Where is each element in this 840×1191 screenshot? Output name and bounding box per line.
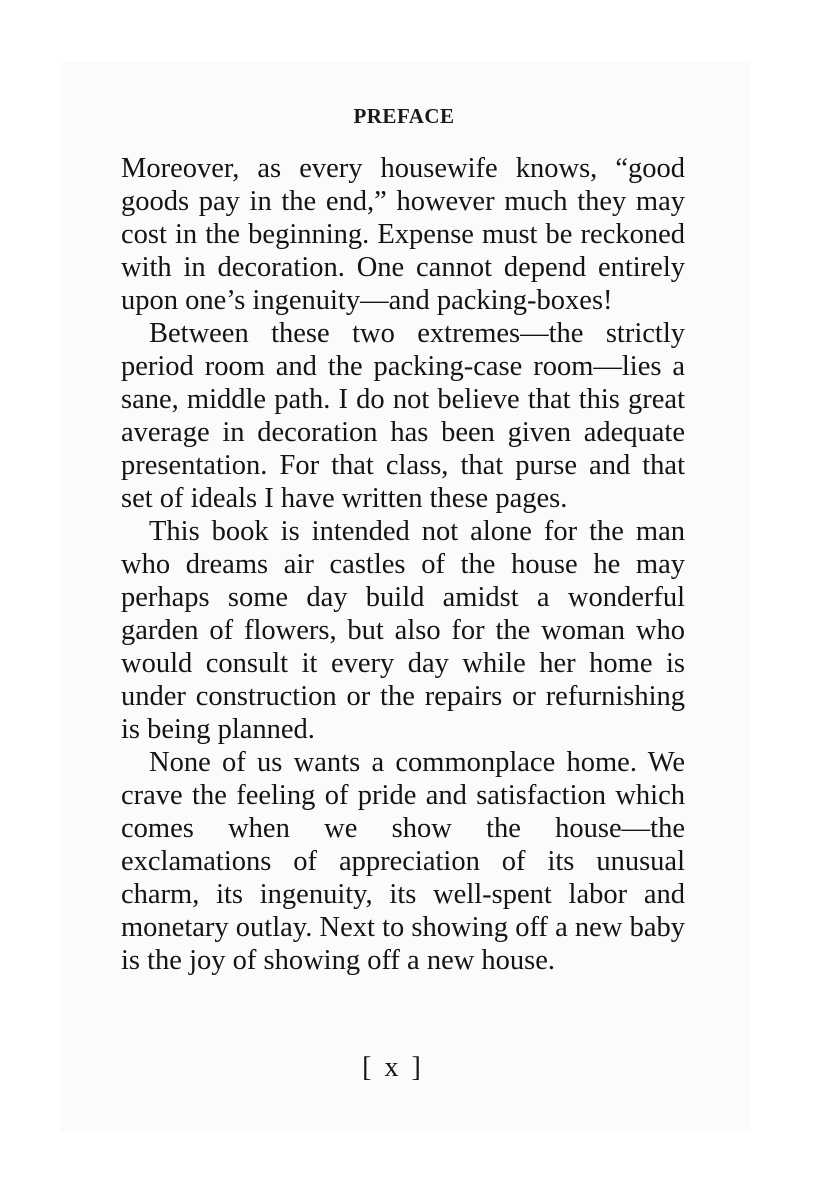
page-number: [ x ] bbox=[362, 1052, 424, 1083]
paragraph-commonplace-home: None of us wants a commonplace home. We crave the feeling of pride and satisfaction which comes when we show the house—the exclamations of appreciation of its unusual charm, its ingenuity, its well-spent labor and monetary outlay. Next to showing off a new baby is the joy of showing off a new house. bbox=[121, 747, 685, 976]
body-text bbox=[121, 152, 685, 977]
paragraph-between-extremes: Between these two extremes—the strictly period room and the packing-case room—lies a sane, middle path. I do not believe that this great average in decoration has been given adequate presentation. For that class, that purse and that set of ideals I have written these pages. bbox=[121, 318, 685, 514]
paragraph-moreover: Moreover, as every housewife knows, “good goods pay in the end,” however much they may cost in the beginning. Expense must be reckoned with in decoration. One cannot depend entirely upon one’s ingenuity—and packing-boxes! bbox=[121, 153, 685, 316]
paragraph-this-book: This book is intended not alone for the man who dreams air castles of the house he may perhaps some day build amidst a wonderful garden of flowers, but also for the woman who would consult it every day while her home is under construction or the repairs or refurnishing is being planned. bbox=[121, 516, 685, 745]
running-title: PREFACE bbox=[353, 104, 455, 128]
